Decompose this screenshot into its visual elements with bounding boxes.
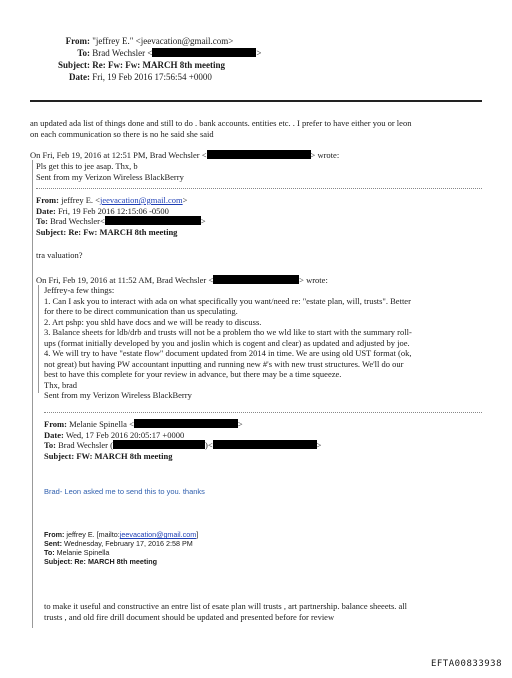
fwd-from-row (44, 530, 198, 539)
message-body (30, 118, 411, 139)
fwd-from-label: From: (36, 195, 59, 205)
quote-intro-suffix: > wrote: (310, 150, 340, 160)
fwd-date-value: Fri, 19 Feb 2016 12:15:06 -0500 (57, 205, 169, 216)
quote-line: ups (format initially developed by you and joslin which is cogent and clear) as updated and adjusted by joe. (44, 337, 410, 348)
fwd-from-suffix: > (237, 419, 243, 429)
quote-line: Pls get this to jee asap. Thx, b (36, 161, 138, 171)
redaction-box (213, 440, 317, 449)
fwd-to-suffix: > (200, 216, 206, 226)
quote-line: Thx, brad (44, 379, 78, 390)
fwd-to-value: Brad Wechsler< (50, 216, 105, 226)
body-line: to make it useful and constructive an entre list of esate plan will trusts , art partnership. balance sheeets. all (44, 601, 408, 611)
fwd-subject-label: Subject: (44, 557, 73, 566)
fwd-sent-row (44, 539, 198, 548)
message-separator (36, 188, 482, 189)
subject-value: Re: Fw: Fw: MARCH 8th meeting (92, 60, 225, 70)
quote-line: for there to be direct communication than us speculating. (44, 306, 238, 316)
quote-line: not great) but having PW accountant inputting and running new #'s with new trust structures. We'll do our (44, 358, 404, 369)
fwd-date-label: Date: (44, 429, 64, 440)
message-separator (44, 412, 482, 413)
fwd-to-label: To: (36, 216, 48, 226)
quote-line: best to have this complete for your review in advance, but there may be a time squeeze. (44, 369, 342, 379)
fwd-to-label: To: (44, 440, 56, 450)
redaction-box (152, 48, 256, 57)
fwd-subject-value: Re: MARCH 8th meeting (74, 557, 158, 566)
message-body (44, 601, 407, 622)
quote-intro (36, 275, 328, 286)
redaction-box (213, 275, 299, 284)
header-divider (30, 100, 482, 102)
fwd-to-suffix: )< (204, 440, 213, 450)
fwd-subject-label: Subject: (44, 450, 75, 461)
quote-intro-text: On Fri, Feb 19, 2016 at 12:51 PM, Brad Wechsler < (30, 150, 207, 160)
fwd-subject-label: Subject: (36, 226, 67, 237)
header-from-row (30, 36, 262, 48)
fwd-subject-value: Re: Fw: MARCH 8th meeting (68, 226, 178, 237)
from-label: From: (65, 36, 90, 46)
redaction-box (113, 440, 205, 449)
bates-number: EFTA00833938 (430, 659, 502, 669)
quote-line: 3. Balance sheets for ldb/drb and trusts will not be a problem tho we wld like to start with the summary roll- (44, 327, 412, 337)
quote-intro-text: On Fri, Feb 19, 2016 at 11:52 AM, Brad Wechsler < (36, 275, 214, 285)
fwd-from-suffix: ] (196, 530, 199, 539)
redaction-box (207, 150, 311, 159)
message-body: Brad- Leon asked me to send this to you. thanks (44, 487, 205, 496)
fwd-from-label: From: (44, 419, 67, 429)
quote-line: Jeffrey-a few things: (44, 285, 115, 295)
fwd-from-label: From: (44, 530, 65, 539)
redaction-box (134, 419, 238, 428)
message-body: tra valuation? (36, 250, 83, 260)
email-link[interactable]: jeevacation@gmail.com (119, 530, 197, 539)
fwd-from-row (44, 419, 321, 430)
email-link[interactable]: jeevacation@gmail.com (99, 195, 183, 205)
fwd-to-row (44, 548, 198, 557)
fwd-date-value: Wed, 17 Feb 2016 20:05:17 +0000 (65, 429, 185, 440)
quote-line: 1. Can I ask you to interact with ada on what specifically you want/need re: "estate plan, will, trusts". Better (44, 295, 411, 306)
body-line: on each communication so there is no he said she said (30, 128, 214, 139)
body-line: trusts , and old fire drill document should be updated and presented before for review (44, 611, 335, 622)
body-line: an updated ada list of things done and still to do . bank accounts. entities etc. . I prefer to have either you or leon (30, 118, 412, 128)
fwd-from-value: Melanie Spinella < (69, 419, 134, 429)
fwd-sent-label: Sent: (44, 539, 62, 548)
fwd-sent-value: Wednesday, February 17, 2016 2:58 PM (63, 539, 193, 548)
fwd-to-suffix: > (316, 440, 322, 450)
header-to-row (30, 48, 262, 60)
quote-body (36, 161, 184, 182)
fwd-to-label: To: (44, 548, 55, 557)
fwd-to-value: Melanie Spinella (56, 548, 110, 557)
quote-line: 2. Art pshp: you shld have docs and we will be ready to discuss. (44, 316, 262, 327)
fwd-from-value: jeffrey E. < (61, 195, 100, 205)
to-label: To: (77, 48, 90, 58)
fwd-date-row (36, 206, 206, 217)
quote-line: Sent from my Verizon Wireless BlackBerry (36, 171, 184, 182)
subject-label: Subject: (58, 60, 90, 70)
forwarded-header-2 (36, 195, 206, 237)
fwd-to-row (36, 216, 206, 227)
fwd-to-value: Brad Wechsler ( (58, 440, 113, 450)
quote-intro (30, 150, 339, 161)
email-header-main (30, 36, 262, 84)
header-date-row (30, 72, 262, 84)
to-value: Brad Wechsler < (92, 48, 153, 58)
from-value: "jeffrey E." <jeevacation@gmail.com> (92, 36, 234, 46)
date-value: Fri, 19 Feb 2016 17:56:54 +0000 (92, 72, 212, 82)
fwd-to-row (44, 440, 321, 451)
fwd-date-label: Date: (36, 205, 56, 216)
fwd-from-row (36, 195, 206, 206)
quote-body (44, 285, 412, 401)
fwd-subject-row (36, 227, 206, 238)
header-subject-row (30, 60, 262, 72)
date-label: Date: (69, 72, 90, 82)
quote-line: 4. We will try to have "estate flow" document updated from 2014 in time. We are using old UST format (ok, (44, 348, 412, 358)
redaction-box (105, 216, 201, 225)
to-suffix: > (256, 48, 262, 58)
quote-line: Sent from my Verizon Wireless BlackBerry (44, 390, 192, 400)
quote-bar (32, 160, 33, 628)
fwd-subject-value: FW: MARCH 8th meeting (76, 450, 173, 461)
fwd-subject-row (44, 557, 198, 566)
forwarded-header-4 (44, 530, 198, 566)
fwd-from-value: jeffrey E. [mailto: (66, 530, 120, 539)
forwarded-header-3 (44, 419, 321, 461)
quote-intro-suffix: > wrote: (299, 275, 328, 285)
fwd-date-row (44, 430, 321, 441)
fwd-subject-row (44, 451, 321, 462)
fwd-from-suffix: > (182, 195, 188, 205)
quote-bar (38, 285, 39, 393)
